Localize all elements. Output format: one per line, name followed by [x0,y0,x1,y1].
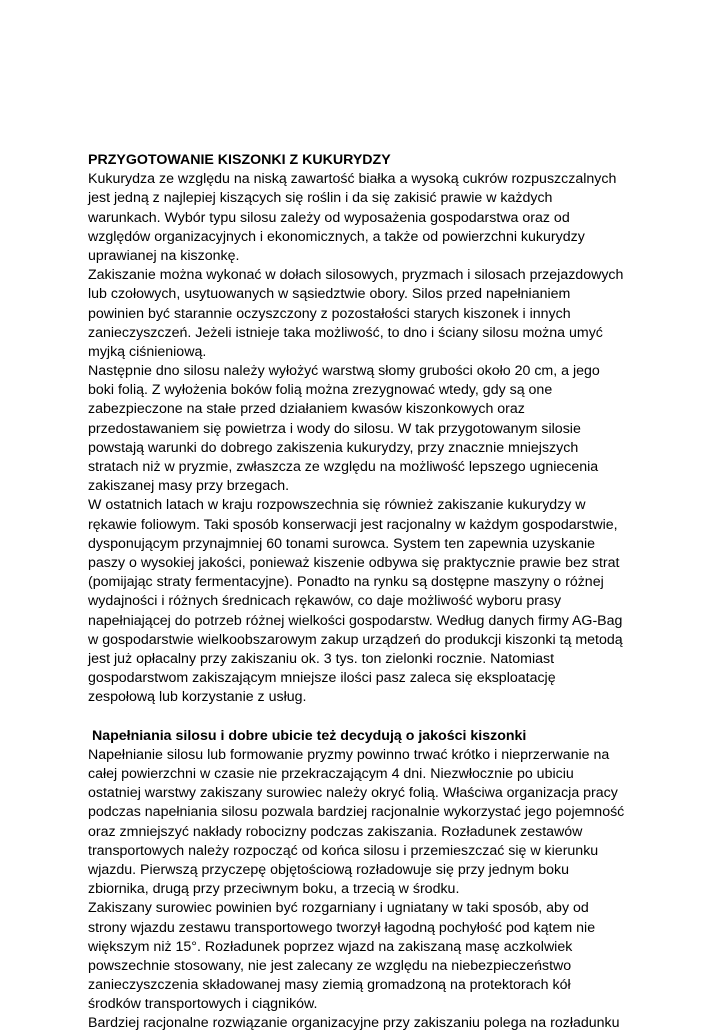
text-line: w gospodarstwie wielkoobszarowym zakup urządzeń do produkcji kiszonki tą metodą [88,631,623,648]
text-line: Kukurydza ze względu na niską zawartość białka a wysoką cukrów rozpuszczalnych [88,171,617,188]
text-line: transportowych należy rozpocząć od końca silosu i przemieszczać się w kierunku [88,842,599,859]
text-line: Zakiszanie można wykonać w dołach silosowych, pryzmach i silosach przejazdowych [88,267,624,284]
text-line: Bardziej racjonalne rozwiązanie organizacyjne przy zakiszaniu polega na rozładunku [88,1015,620,1032]
text-line: podczas napełniania silosu pozwala bardziej racjonalnie wykorzystać jego pojemność [88,804,625,821]
text-line: całej powierzchni w czasie nie przekraczającym 4 dni. Niezwłocznie po ubiciu [88,766,574,782]
section-heading: PRZYGOTOWANIE KISZONKI Z KUKURYDZY [88,152,391,168]
text-line: zanieczyszczeń. Jeżeli istnieje taka możliwość, to dno i ściany silosu można umyć [88,324,603,341]
section-body [88,746,648,1034]
text-line: zakiszanej masy przy brzegach. [88,478,290,495]
text-line: powszechnie stosowany, nie jest zalecany ze względu na niebezpieczeństwo [88,957,572,974]
text-line: zbiornika, drugą przy przeciwnym boku, a trzecią w środku. [88,881,460,898]
text-line: W ostatnich latach w kraju rozpowszechnia się również zakiszanie kukurydzy w [88,497,586,514]
text-line: zanieczyszczenia składowanej masy ziemią gromadzoną na protektorach kół [88,977,571,994]
text-line: dysponującym przynajmniej 60 tonami surowca. System ten zapewnia uzyskanie [88,535,596,552]
text-line: wydajności i różnych średnicach rękawów, co daje możliwość wyboru prasy [88,593,562,610]
document-page [88,151,648,1034]
text-line: wjazdu. Pierwszą przyczepę objętościową rozładowuje się przy jednym boku [88,861,570,878]
text-line: środków transportowych i ciągników. [88,996,318,1013]
text-line: myjką ciśnieniową. [88,343,207,360]
text-line: uprawianej na kiszonkę. [88,247,240,264]
text-line: boki folią. Z wyłożenia boków folią można zrezygnować wtedy, gdy są one [88,382,553,399]
text-line: Następnie dno silosu należy wyłożyć warstwą słomy grubości około 20 cm, a jego [88,363,600,380]
text-line: zabezpieczone na stałe przed działaniem kwasów kiszonkowych oraz [88,401,525,418]
text-line: większym niż 15°. Rozładunek poprzez wjazd na zakiszaną masę aczkolwiek [88,938,573,955]
paragraph-gap [88,707,648,726]
text-line: powstają warunki do dobrego zakiszenia kukurydzy, przy znacznie mniejszych [88,439,579,456]
text-line: jest jedną z najlepiej kiszących się roślin i da się zakisić prawie w każdych [88,190,553,207]
text-line: (pomijając straty fermentacyjne). Ponadto na rynku są dostępne maszyny o różnej [88,574,604,591]
text-line: powinien być starannie oczyszczony z pozostałości starych kiszonek i innych [88,305,571,322]
text-line: oraz zmniejszyć nakłady robocizny podczas zakiszania. Rozładunek zestawów [88,823,583,840]
text-line: paszy o wysokiej jakości, ponieważ kiszenie odbywa się praktycznie prawie bez strat [88,554,620,571]
section-body [88,170,648,707]
text-line: lub czołowych, usytuowanych w sąsiedztwie obory. Silos przed napełnianiem [88,286,571,303]
text-line: napełniającej do potrzeb różnej wielkości gospodarstw. Według danych firmy AG-Bag [88,612,623,629]
text-line: jest już opłacalny przy zakiszaniu ok. 3 tys. ton zielonki rocznie. Natomiast [88,650,555,667]
section-heading: Napełniania silosu i dobre ubicie też decydują o jakości kiszonki [88,727,527,744]
text-line: rękawie foliowym. Taki sposób konserwacji jest racjonalny w każdym gospodarstwie, [88,516,618,533]
text-line: stratach niż w pryzmie, zwłaszcza ze względu na możliwość lepszego ugniecenia [88,459,599,475]
text-line: względów organizacyjnych i ekonomicznych, a także od powierzchni kukurydzy [88,228,585,245]
text-line: Zakiszany surowiec powinien być rozgarniany i ugniatany w taki sposób, aby od [88,900,589,917]
text-line: przedostawaniem się powietrza i wody do silosu. W tak przygotowanym silosie [88,420,581,437]
text-line: gospodarstwom zakiszającym mniejsze ilości pasz zaleca się eksploatację [88,670,556,687]
text-line: ostatniej warstwy zakiszany surowiec należy okryć folią. Właściwa organizacja pracy [88,785,618,802]
text-line: strony wjazdu zestawu transportowego tworzył łagodną pochyłość pod kątem nie [88,919,596,936]
text-line: warunkach. Wybór typu silosu zależy od wyposażenia gospodarstwa oraz od [88,209,570,226]
text-line: zespołową lub korzystanie z usług. [88,689,307,706]
text-line: Napełnianie silosu lub formowanie pryzmy powinno trwać krótko i nieprzerwanie na [88,746,610,763]
